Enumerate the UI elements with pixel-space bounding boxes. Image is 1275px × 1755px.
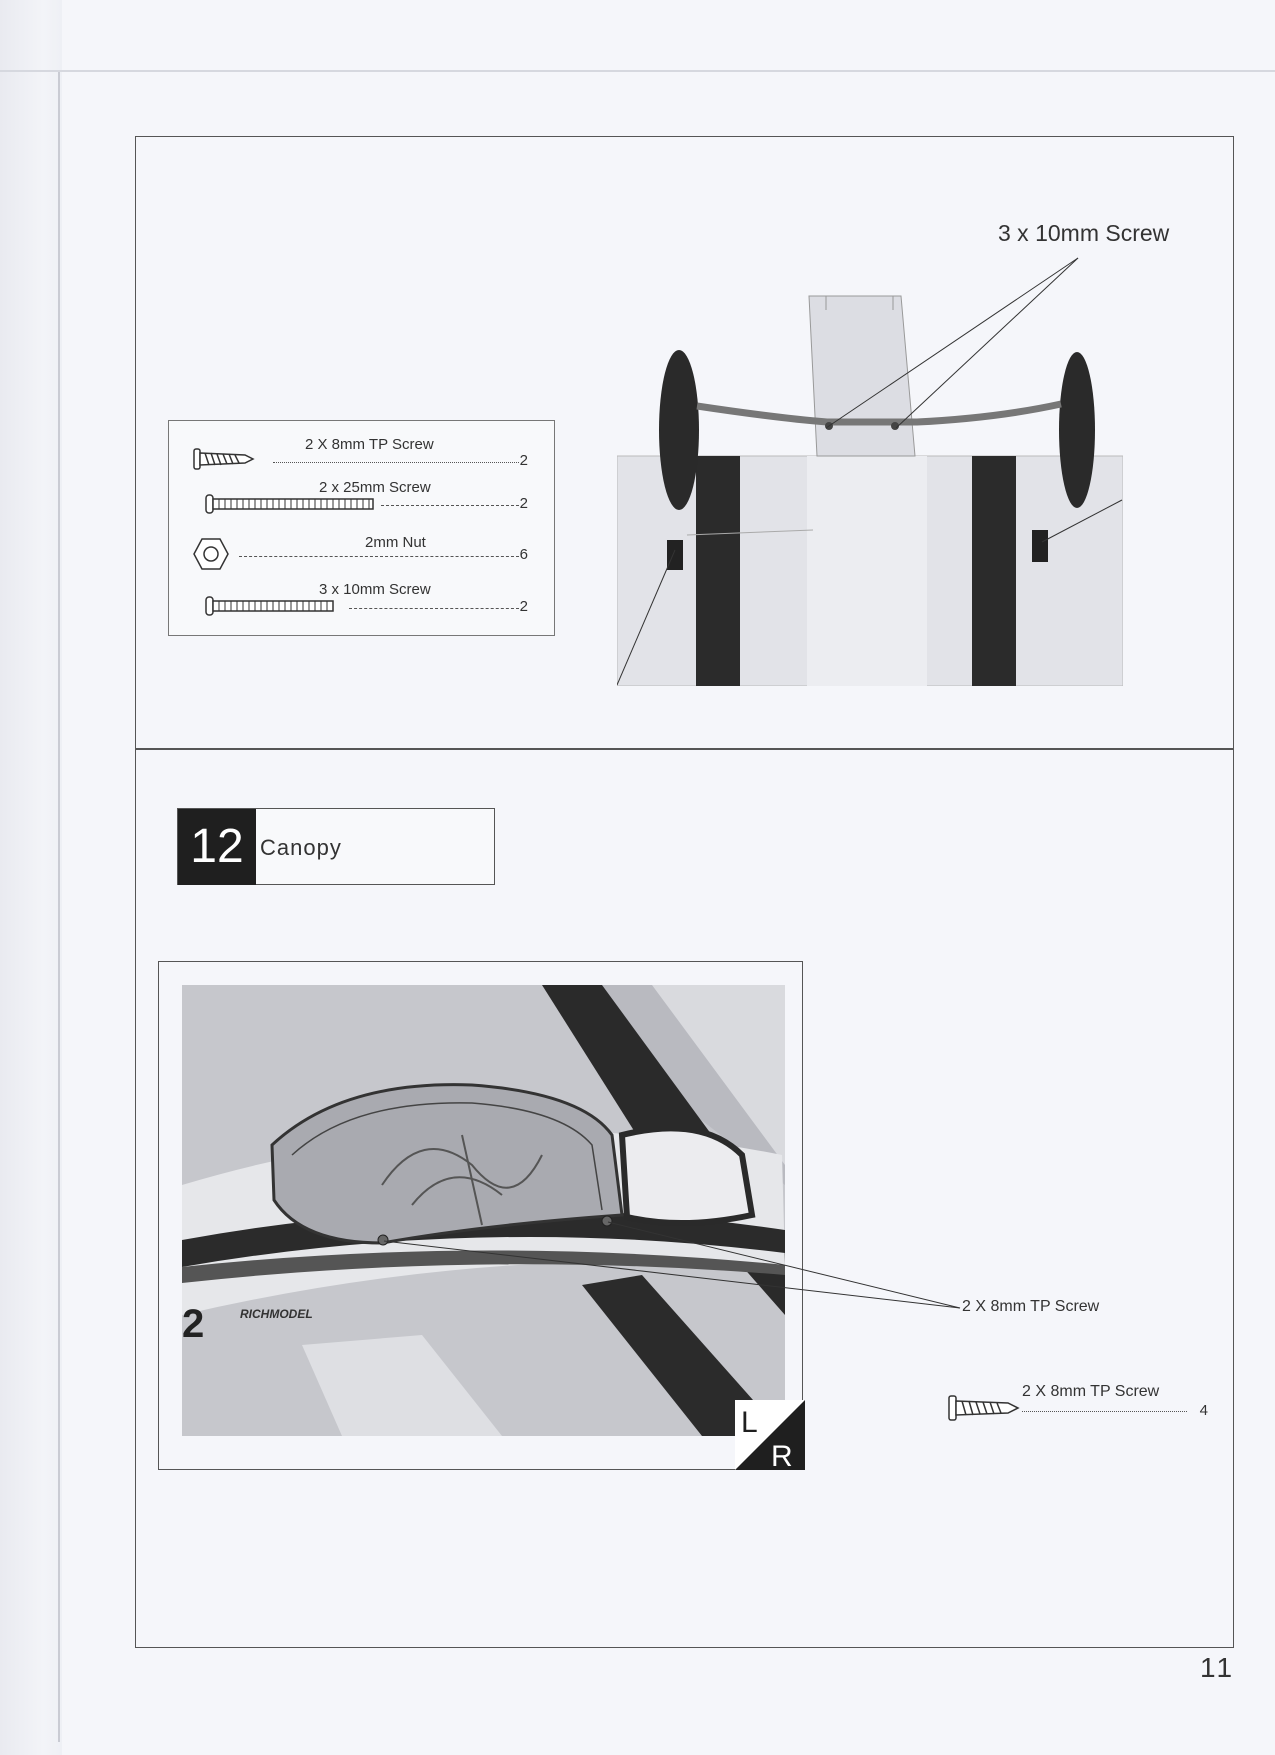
part-label: 2 X 8mm TP Screw — [1022, 1383, 1160, 1400]
part-label: 2 x 25mm Screw — [319, 479, 431, 496]
step-title: Canopy — [260, 835, 342, 860]
step-number: 12 — [178, 809, 256, 885]
tapping-screw-icon — [948, 1394, 1020, 1422]
photo-callout-label: 3 x 10mm Screw — [998, 220, 1170, 246]
badge-left-letter: L — [741, 1406, 758, 1439]
canopy-part-spec — [948, 1380, 1208, 1430]
left-right-badge — [735, 1400, 805, 1470]
part-quantity: 2 — [519, 598, 528, 615]
page-number: 11 — [1200, 1652, 1236, 1683]
badge-right-letter: R — [771, 1440, 793, 1470]
leader-dots — [1022, 1411, 1187, 1412]
canopy-callout-label: 2 X 8mm TP Screw — [962, 1298, 1100, 1315]
photo-number-text: 2 — [182, 1302, 205, 1346]
part-quantity: 4 — [1199, 1402, 1208, 1419]
part-quantity: 2 — [519, 495, 528, 512]
part-label: 2 X 8mm TP Screw — [305, 436, 434, 453]
part-quantity: 2 — [519, 452, 528, 469]
part-label: 2mm Nut — [365, 534, 426, 551]
part-quantity: 6 — [519, 546, 528, 563]
photo-logo-text: RICHMODEL — [240, 1307, 313, 1321]
part-label: 3 x 10mm Screw — [319, 581, 431, 598]
